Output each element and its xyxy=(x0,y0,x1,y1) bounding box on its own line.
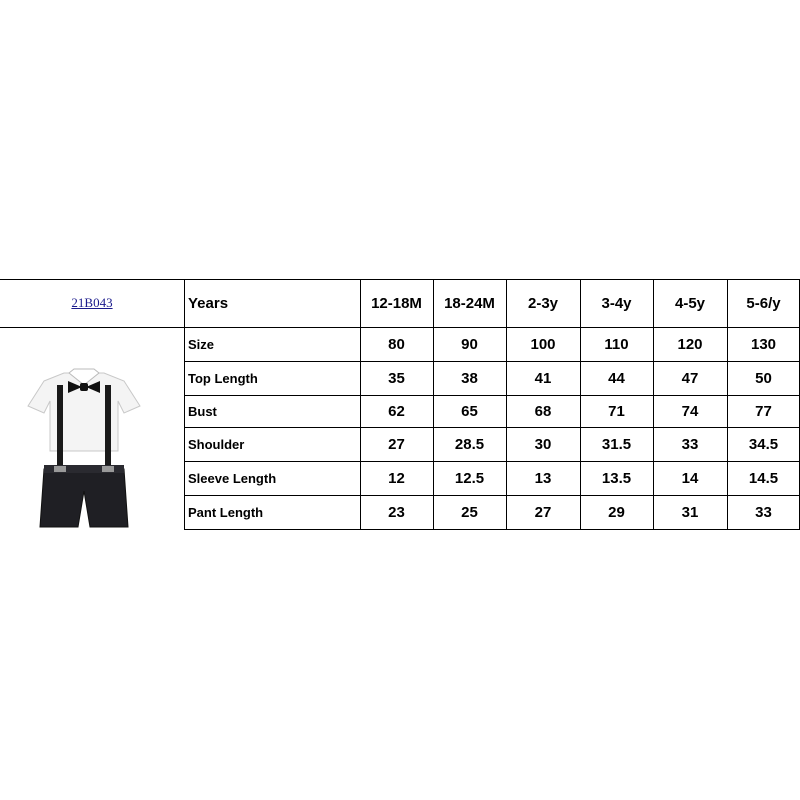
table-cell: 28.5 xyxy=(454,435,485,453)
table-cell: 50 xyxy=(755,369,772,387)
table-cell: 14 xyxy=(681,469,699,487)
table-cell: 27 xyxy=(388,435,405,453)
table-cell: 13.5 xyxy=(601,469,632,487)
column-header: 4-5y xyxy=(674,294,706,312)
row-divider xyxy=(184,427,800,428)
column-header: 18-24M xyxy=(444,294,495,312)
table-cell: 25 xyxy=(461,503,478,521)
row-label: Top Length xyxy=(188,370,258,386)
column-divider xyxy=(727,279,728,529)
table-cell: 29 xyxy=(608,503,625,521)
row-divider xyxy=(184,495,800,496)
column-divider xyxy=(360,279,361,529)
table-cell: 77 xyxy=(755,402,772,420)
table-cell: 34.5 xyxy=(748,435,779,453)
table-cell: 65 xyxy=(461,402,478,420)
row-divider xyxy=(184,395,800,396)
outfit-illustration xyxy=(14,351,154,531)
table-cell: 100 xyxy=(530,335,556,353)
table-cell: 110 xyxy=(604,335,629,353)
table-bottom-border xyxy=(184,529,800,530)
table-cell: 35 xyxy=(388,369,405,387)
row-divider xyxy=(184,461,800,462)
table-cell: 130 xyxy=(750,335,777,353)
table-cell: 27 xyxy=(534,503,552,521)
table-cell: 68 xyxy=(534,402,552,420)
table-cell: 47 xyxy=(681,369,699,387)
table-cell: 90 xyxy=(461,335,478,353)
column-header: 5-6/y xyxy=(746,294,781,312)
row-label: Size xyxy=(188,336,215,352)
table-cell: 14.5 xyxy=(748,469,779,487)
table-cell: 62 xyxy=(388,402,405,420)
column-divider xyxy=(653,279,654,529)
column-divider xyxy=(580,279,581,529)
table-cell: 41 xyxy=(534,369,552,387)
table-cell: 80 xyxy=(388,335,405,353)
column-divider xyxy=(184,279,185,529)
column-divider xyxy=(433,279,434,529)
row-divider xyxy=(184,361,800,362)
column-header: 12-18M xyxy=(371,294,422,312)
product-image xyxy=(14,351,154,531)
table-cell: 38 xyxy=(461,369,478,387)
years-header: Years xyxy=(188,294,229,312)
table-cell: 12.5 xyxy=(454,469,485,487)
table-cell: 12 xyxy=(388,469,405,487)
column-header: 3-4y xyxy=(601,294,632,312)
table-cell: 120 xyxy=(677,335,703,353)
row-label: Bust xyxy=(188,403,217,419)
table-cell: 30 xyxy=(534,435,552,453)
table-cell: 74 xyxy=(681,402,699,420)
table-cell: 44 xyxy=(608,369,625,387)
row-label: Sleeve Length xyxy=(188,470,277,486)
table-cell: 31.5 xyxy=(601,435,632,453)
product-code-link[interactable]: 21B043 xyxy=(71,295,113,310)
table-cell: 71 xyxy=(608,402,625,420)
row-label: Pant Length xyxy=(188,504,264,520)
size-chart xyxy=(0,279,800,529)
column-divider xyxy=(506,279,507,529)
row-label: Shoulder xyxy=(188,436,245,452)
table-cell: 23 xyxy=(388,503,405,521)
table-cell: 13 xyxy=(534,469,552,487)
table-cell: 31 xyxy=(681,503,699,521)
column-header: 2-3y xyxy=(527,294,559,312)
table-cell: 33 xyxy=(755,503,772,521)
table-cell: 33 xyxy=(681,435,699,453)
